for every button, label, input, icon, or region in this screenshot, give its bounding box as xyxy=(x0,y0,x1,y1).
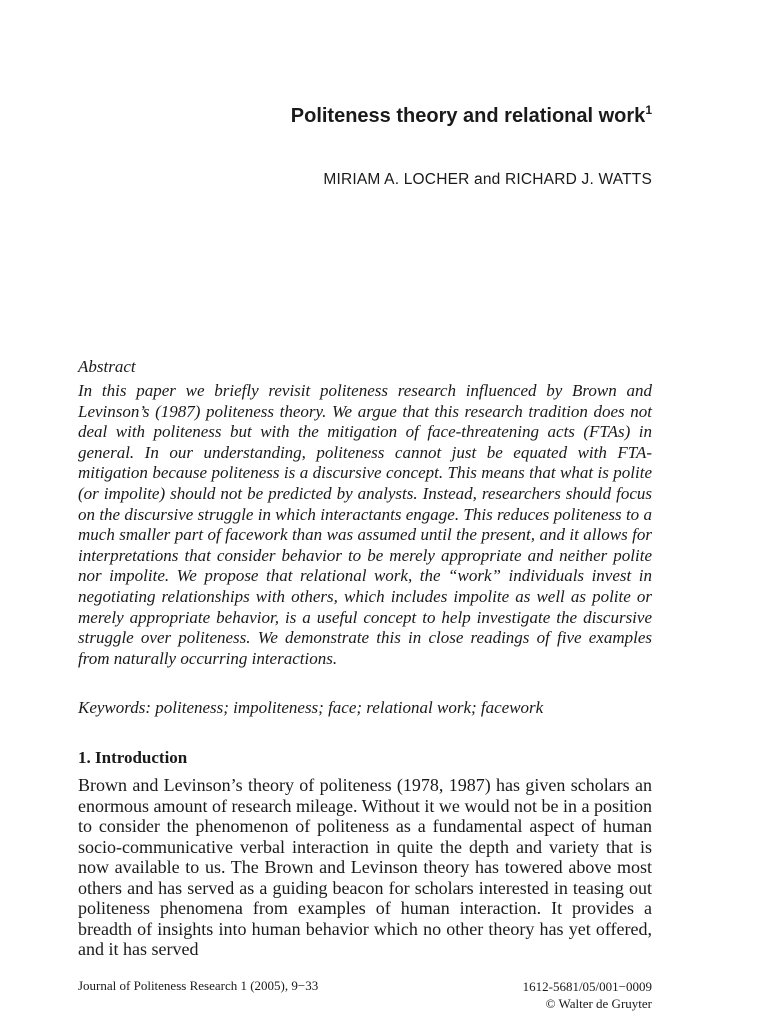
publisher-line: © Walter de Gruyter xyxy=(545,996,652,1011)
title-footnote-marker: 1 xyxy=(645,103,652,117)
abstract-text: In this paper we briefly revisit politeness research influenced by Brown and Levinson’s (1987) politeness theory. We argue that this research tradition does not deal with politeness but with the mitigation of face-threatening acts (FTAs) in general. In our understanding, politeness cannot just be equated with FTA-mitigation because politeness is a discursive concept. This means that what is polite (or impolite) should not be predicted by analysts. Instead, researchers should focus on the discursive struggle in which interactants engage. This reduces politeness to a much smaller part of facework than was assumed until the present, and it allows for interpretations that consider behavior to be merely appropriate and neither polite nor impolite. We propose that relational work, the “work” individuals invest in negotiating relationships with others, which includes impolite as well as polite or merely appropriate behavior, is a useful concept to help investigate the discursive struggle over politeness. We demonstrate this in close readings of five examples from naturally occurring interactions. xyxy=(78,381,652,668)
journal-citation: Journal of Politeness Research 1 (2005), 9−33 xyxy=(78,978,319,993)
footer-publication-info xyxy=(0,978,652,1012)
abstract-heading: Abstract xyxy=(78,357,136,376)
section-heading-introduction: 1. Introduction xyxy=(78,748,188,767)
article-title xyxy=(0,103,652,129)
article-title-text: Politeness theory and relational work xyxy=(290,105,646,127)
introduction-text: Brown and Levinson’s theory of politeness (1978, 1987) has given scholars an enormous amount of research mileage. Without it we would not be in a position to consider the phenomenon of politeness as a fundamental aspect of human socio-communicative verbal interaction in quite the depth and variety that is now available to us. The Brown and Levinson theory has towered above most others and has served as a guiding beacon for scholars interested in teasing out politeness phenomena from examples of human interaction. It provides a breadth of insights into human behavior which no other theory has yet offered, and it has served xyxy=(78,775,652,959)
issn-line: 1612-5681/05/001−0009 xyxy=(522,979,652,994)
keywords-line: Keywords: politeness; impoliteness; face; relational work; facework xyxy=(78,698,544,717)
article-authors: MIRIAM A. LOCHER and RICHARD J. WATTS xyxy=(323,171,652,188)
